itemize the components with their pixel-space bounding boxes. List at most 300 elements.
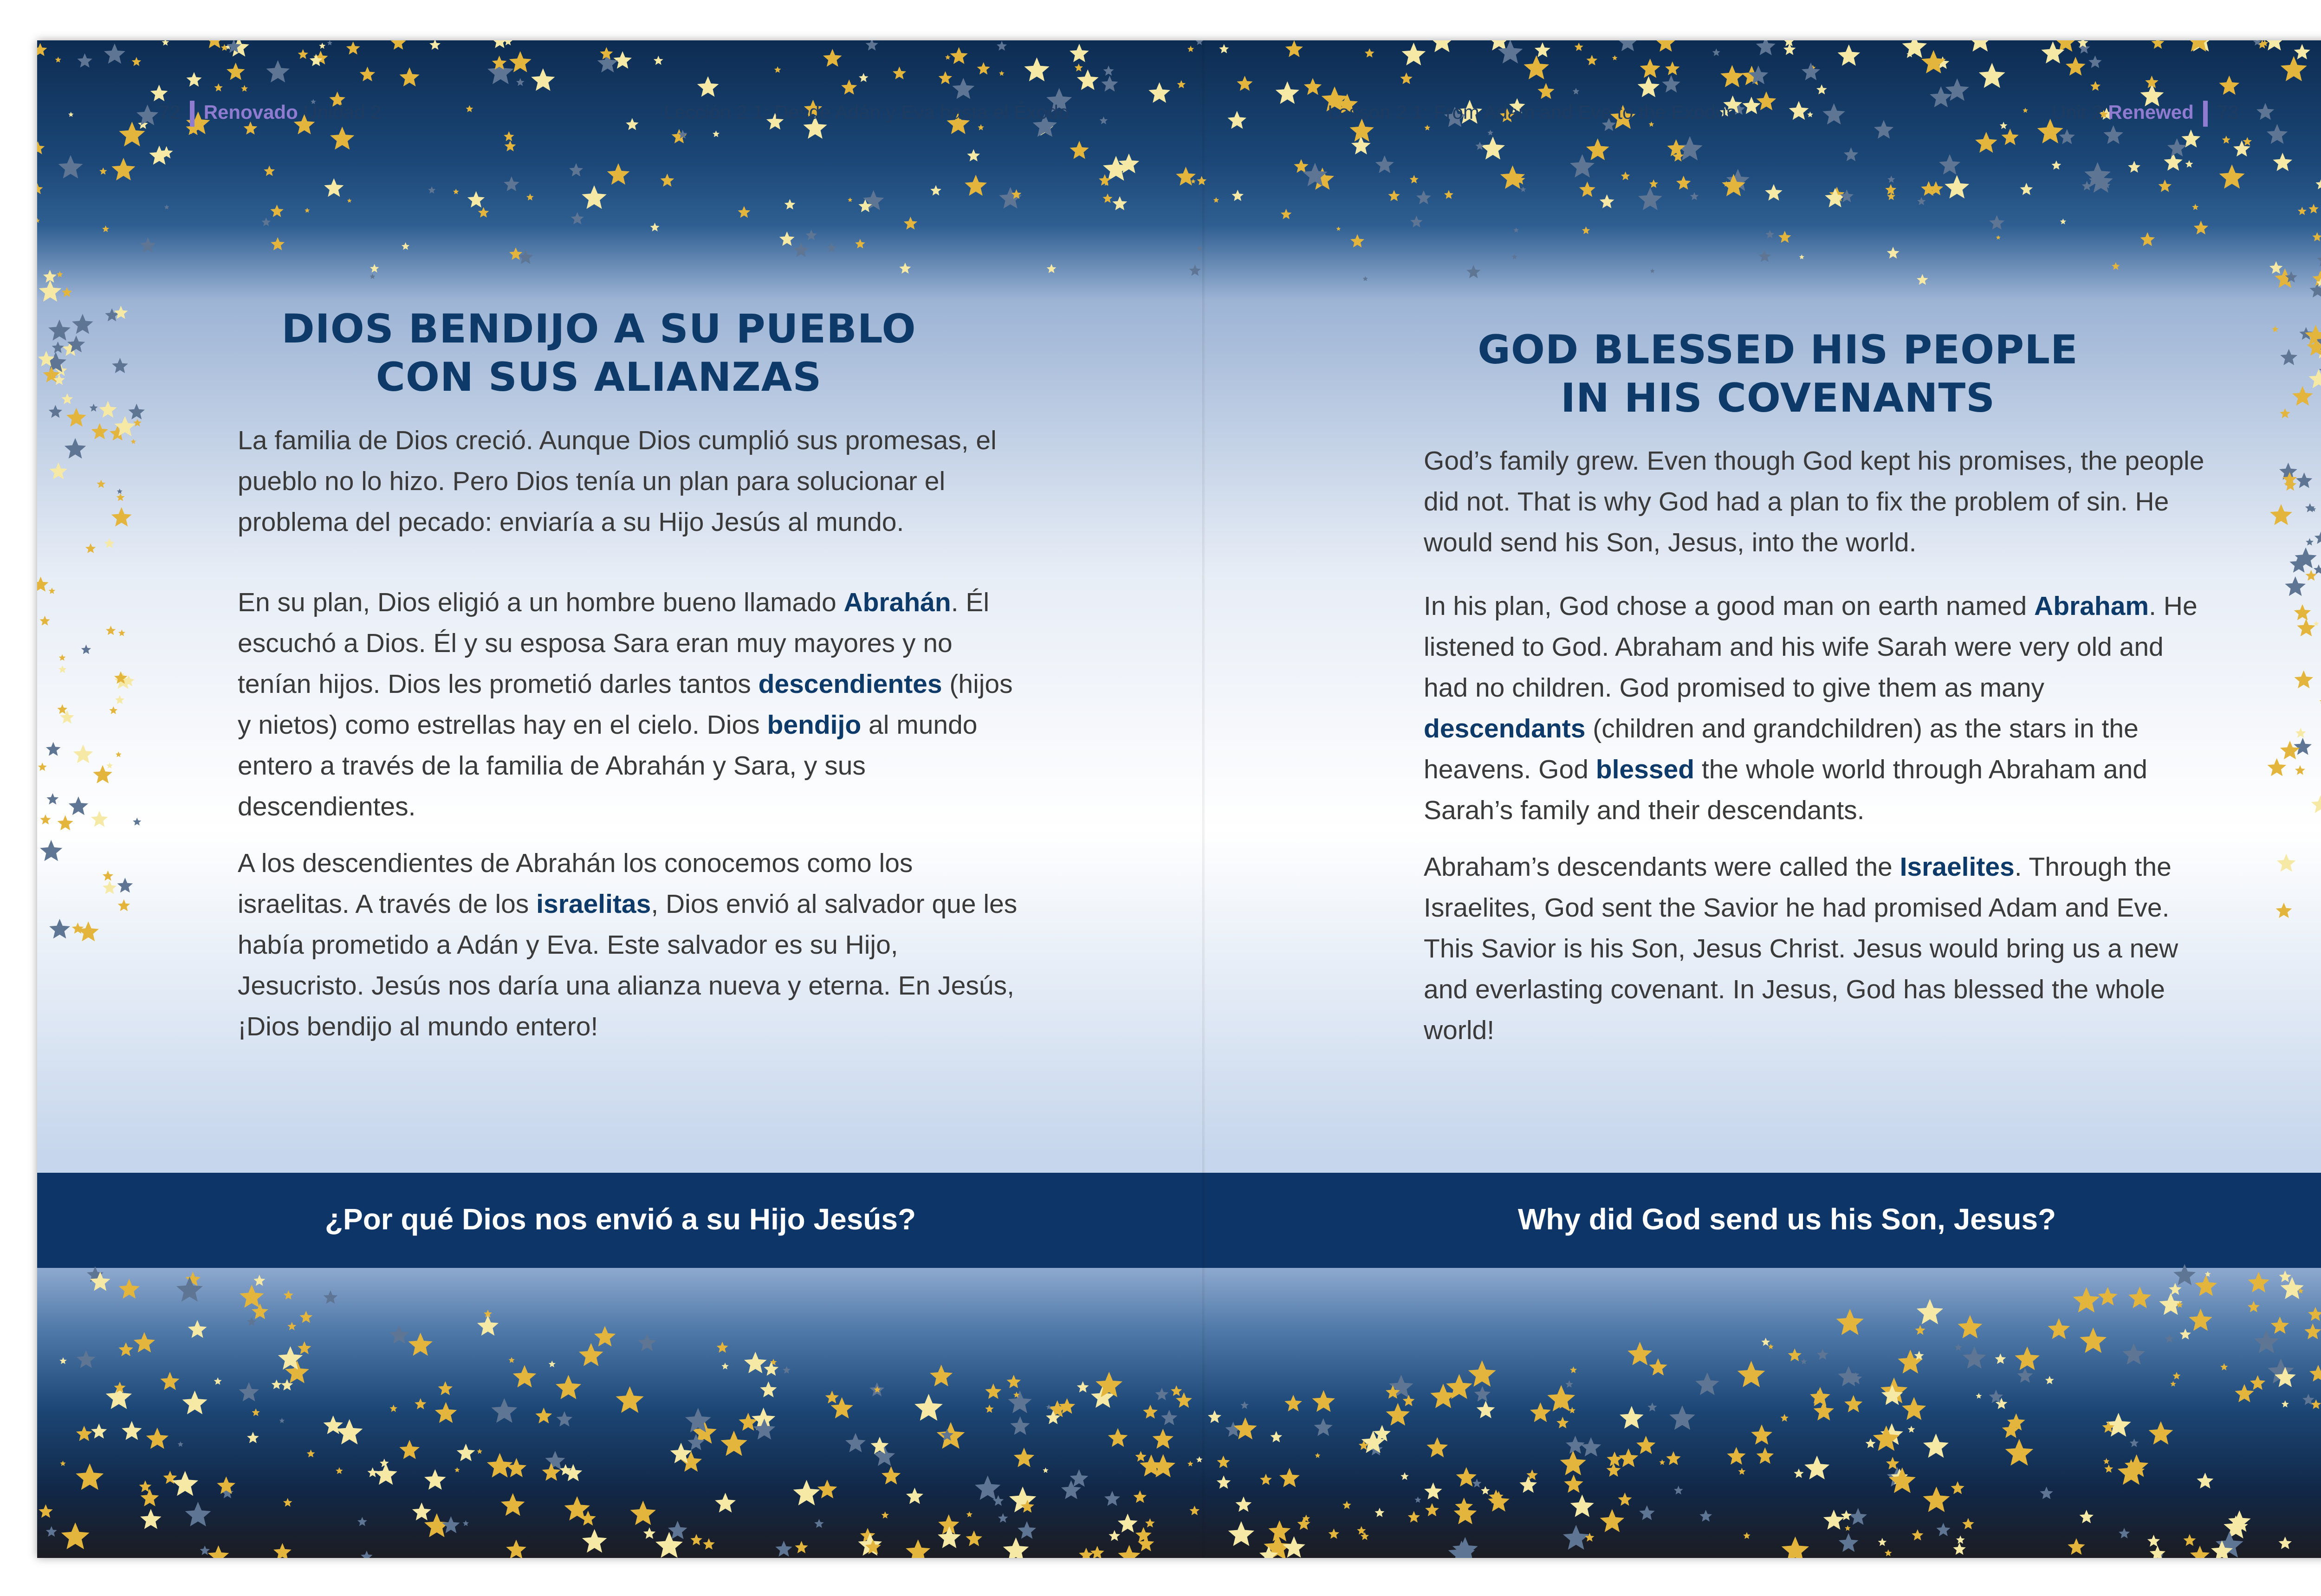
star-icon: [1171, 1385, 1182, 1396]
star-icon: [1213, 197, 1219, 203]
right-book-title: Renewed: [2108, 101, 2194, 123]
star-icon: [38, 762, 47, 771]
star-icon: [616, 1386, 644, 1413]
star-icon: [2220, 1363, 2228, 1370]
star-icon: [721, 1363, 729, 1370]
star-icon: [2295, 728, 2306, 738]
star-icon: [2305, 503, 2315, 512]
star-icon: [112, 358, 128, 373]
star-icon: [1915, 1325, 1926, 1335]
left-book-title: Renovado: [203, 101, 298, 123]
star-icon: [324, 1290, 338, 1304]
star-icon: [1823, 1510, 1844, 1530]
star-icon: [2308, 204, 2319, 213]
left-title-line1: DIOS BENDIJO A SU PUEBLO: [281, 306, 916, 352]
star-icon: [535, 1408, 552, 1423]
star-icon: [1586, 55, 1597, 65]
star-icon: [1945, 78, 1969, 101]
star-icon: [1912, 1529, 1923, 1540]
star-icon: [117, 489, 123, 494]
star-icon: [111, 158, 135, 181]
star-icon: [2020, 183, 2033, 195]
star-icon: [264, 166, 275, 176]
star-icon: [1823, 103, 1845, 124]
star-icon: [1976, 1393, 1982, 1399]
star-icon: [106, 762, 113, 769]
star-icon: [252, 1409, 259, 1416]
text-run: A los descendientes de Abrahán los conocemos como los israelitas. A través de los: [238, 848, 913, 919]
star-icon: [102, 226, 109, 233]
star-icon: [1995, 1353, 2006, 1364]
star-icon: [49, 405, 62, 418]
star-icon: [1923, 1434, 1949, 1458]
star-icon: [1885, 1549, 1892, 1556]
star-icon: [2184, 1534, 2196, 1546]
star-icon: [2256, 103, 2274, 120]
star-icon: [59, 1357, 67, 1364]
star-icon: [1923, 1486, 1950, 1512]
star-icon: [357, 1517, 367, 1526]
star-icon: [1304, 78, 1322, 95]
star-icon: [116, 751, 122, 757]
star-icon: [299, 1311, 312, 1323]
star-icon: [360, 67, 375, 82]
star-icon: [1217, 1455, 1230, 1468]
star-icon: [491, 1398, 517, 1423]
star-icon: [253, 1275, 265, 1286]
left-page-title: [232, 305, 966, 401]
star-icon: [1621, 172, 1630, 181]
star-icon: [1102, 194, 1112, 203]
star-icon: [134, 1332, 155, 1352]
star-icon: [795, 1541, 808, 1553]
star-icon: [717, 1342, 728, 1353]
star-icon: [1285, 40, 1303, 57]
star-icon: [1556, 1417, 1569, 1428]
text-run: the whole world through Abraham and Sarah’s family and their descendants.: [1424, 755, 2148, 825]
star-icon: [738, 206, 750, 218]
star-icon: [2150, 1545, 2165, 1558]
star-icon: [262, 218, 271, 226]
star-icon: [2311, 1399, 2321, 1409]
star-icon: [1228, 1521, 1254, 1546]
star-icon: [2280, 408, 2290, 418]
star-icon: [1365, 48, 1374, 58]
star-icon: [1979, 63, 2005, 88]
star-icon: [438, 1381, 453, 1395]
star-icon: [85, 543, 96, 553]
star-icon: [2248, 1272, 2269, 1292]
star-icon: [882, 1512, 889, 1519]
star-icon: [1782, 1537, 1809, 1558]
right-page-number: 73: [2217, 101, 2239, 123]
star-icon: [1153, 1429, 1173, 1449]
star-icon: [380, 1459, 389, 1467]
star-icon: [556, 1375, 581, 1399]
star-icon: [1844, 1395, 1862, 1412]
star-icon: [1699, 1510, 1712, 1522]
star-icon: [1046, 1404, 1052, 1409]
star-icon: [1953, 1543, 1965, 1555]
star-icon: [2149, 1421, 2173, 1444]
star-icon: [477, 1448, 482, 1454]
star-icon: [2128, 1286, 2151, 1308]
star-icon: [1639, 1505, 1655, 1520]
star-icon: [336, 1467, 343, 1474]
star-icon: [185, 1502, 211, 1526]
star-icon: [2285, 576, 2306, 596]
star-icon: [140, 1509, 162, 1529]
star-icon: [214, 84, 223, 92]
star-icon: [793, 1480, 820, 1506]
star-icon: [1512, 254, 1517, 259]
star-icon: [1236, 1497, 1252, 1512]
star-icon: [273, 1543, 292, 1558]
star-icon: [1662, 75, 1680, 93]
star-icon: [2263, 40, 2285, 51]
star-icon: [579, 1343, 603, 1366]
star-icon: [1388, 190, 1400, 201]
star-icon: [2000, 122, 2008, 129]
book-spread: [37, 40, 2321, 1558]
star-icon: [906, 1488, 923, 1504]
text-run: (children and grandchildren) as the stars in the heavens. God: [1424, 714, 2139, 784]
keyword-descendants: descendants: [1424, 714, 1586, 743]
star-icon: [1276, 81, 1299, 104]
star-icon: [2147, 1535, 2160, 1547]
star-icon: [509, 247, 522, 260]
star-icon: [690, 1534, 702, 1545]
star-icon: [1402, 43, 1426, 65]
star-icon: [2040, 1486, 2053, 1499]
star-icon: [2314, 621, 2319, 626]
star-icon: [1099, 174, 1111, 186]
star-icon: [1955, 1344, 1962, 1350]
star-icon: [2185, 160, 2193, 168]
star-icon: [1789, 101, 1809, 120]
star-icon: [1902, 40, 1927, 58]
star-icon: [118, 1342, 133, 1356]
star-icon: [582, 185, 607, 209]
star-icon: [1135, 1527, 1152, 1542]
star-icon: [613, 51, 632, 69]
star-icon: [1810, 1387, 1830, 1406]
star-icon: [1845, 1525, 1851, 1531]
star-icon: [389, 1405, 397, 1412]
star-icon: [2219, 76, 2239, 95]
star-icon: [59, 654, 66, 661]
star-icon: [1197, 176, 1206, 185]
star-icon: [1007, 1375, 1021, 1388]
star-icon: [1917, 197, 1926, 206]
star-icon: [1232, 190, 1244, 201]
star-icon: [2159, 180, 2172, 192]
star-icon: [1426, 1437, 1448, 1457]
star-icon: [1666, 1451, 1681, 1465]
star-icon: [720, 1431, 747, 1456]
star-icon: [122, 1421, 142, 1440]
star-icon: [1695, 1372, 1719, 1395]
star-icon: [845, 1433, 866, 1453]
star-icon: [2267, 124, 2288, 144]
right-running-header: [2052, 96, 2239, 129]
star-icon: [1077, 1381, 1089, 1393]
star-icon: [2059, 129, 2075, 144]
star-icon: [298, 49, 308, 59]
star-icon: [1400, 1472, 1409, 1480]
star-icon: [893, 66, 906, 79]
star-icon: [1917, 274, 1928, 285]
star-icon: [2045, 1376, 2054, 1384]
star-icon: [200, 1545, 210, 1555]
star-icon: [504, 176, 519, 191]
star-icon: [967, 149, 980, 162]
star-icon: [187, 72, 202, 87]
star-icon: [1600, 194, 1614, 208]
star-icon: [1958, 1315, 1983, 1338]
right-paragraph-2: [1424, 586, 2213, 831]
star-icon: [506, 1458, 527, 1477]
star-icon: [966, 1512, 972, 1518]
star-icon: [975, 1475, 1000, 1500]
star-icon: [2308, 369, 2321, 388]
star-icon: [1487, 130, 1493, 136]
star-icon: [424, 1469, 446, 1490]
star-icon: [1227, 111, 1246, 129]
star-icon: [1669, 1405, 1695, 1430]
star-icon: [91, 423, 108, 439]
star-icon: [136, 104, 158, 125]
star-icon: [1513, 227, 1519, 233]
star-icon: [1649, 1358, 1667, 1376]
star-icon: [487, 1453, 512, 1478]
star-icon: [2250, 1375, 2265, 1390]
star-icon: [1873, 1426, 1900, 1451]
star-icon: [1488, 1491, 1510, 1512]
star-icon: [370, 264, 379, 273]
star-icon: [2090, 81, 2101, 91]
star-icon: [1878, 1538, 1887, 1546]
star-icon: [247, 1432, 259, 1443]
text-run: . Through the Israelites, God sent the Savior he had promised Adam and Eve. This Savior is his Son, Jesus Christ. Jesus would bring us a new and everlasting covenant. In Jesus, God has blessed the whole world!: [1424, 852, 2178, 1045]
star-icon: [549, 1361, 556, 1368]
star-icon: [697, 76, 719, 97]
star-icon: [2243, 137, 2252, 146]
star-icon: [37, 577, 49, 592]
star-icon: [330, 127, 354, 150]
star-icon: [467, 191, 485, 207]
star-icon: [477, 1315, 499, 1336]
star-icon: [346, 41, 360, 54]
star-icon: [2151, 40, 2164, 49]
star-icon: [784, 199, 796, 210]
star-icon: [1650, 269, 1655, 273]
star-icon: [526, 194, 534, 200]
star-icon: [61, 1523, 90, 1550]
star-icon: [814, 1519, 824, 1528]
star-icon: [1315, 1453, 1321, 1458]
star-icon: [1807, 111, 1813, 117]
star-icon: [457, 1444, 475, 1461]
star-icon: [2130, 1439, 2139, 1447]
star-icon: [1425, 1503, 1439, 1517]
star-icon: [914, 1394, 943, 1421]
star-icon: [1043, 1467, 1048, 1473]
star-icon: [2315, 531, 2321, 544]
star-icon: [1403, 1395, 1415, 1406]
star-icon: [950, 47, 968, 64]
star-icon: [1620, 1406, 1644, 1429]
star-icon: [1874, 120, 1893, 139]
star-icon: [626, 118, 638, 130]
star-icon: [945, 55, 951, 60]
star-icon: [400, 67, 420, 86]
star-icon: [1921, 181, 1936, 196]
star-icon: [1414, 1497, 1421, 1503]
star-icon: [347, 198, 352, 202]
star-icon: [57, 704, 67, 714]
star-icon: [52, 342, 64, 353]
star-icon: [1563, 1525, 1589, 1550]
star-icon: [104, 44, 125, 64]
star-icon: [93, 765, 112, 783]
star-icon: [1640, 58, 1660, 78]
star-icon: [1939, 154, 1960, 174]
star-icon: [2088, 56, 2102, 68]
left-page-number: 72: [159, 101, 181, 123]
star-icon: [1887, 175, 1895, 183]
text-run: In his plan, God chose a good man on earth named: [1424, 591, 2035, 621]
star-icon: [115, 695, 124, 704]
star-icon: [1756, 40, 1776, 55]
star-icon: [661, 174, 674, 187]
star-icon: [2170, 1381, 2176, 1387]
header-divider: [190, 101, 194, 127]
star-icon: [823, 49, 842, 67]
star-icon: [46, 742, 61, 756]
star-icon: [466, 105, 473, 112]
star-icon: [1410, 175, 1419, 183]
star-icon: [1908, 1426, 1915, 1433]
star-icon: [1575, 43, 1583, 51]
star-icon: [2222, 136, 2230, 143]
star-icon: [1825, 188, 1845, 207]
star-icon: [131, 439, 136, 444]
star-icon: [715, 1493, 736, 1513]
star-icon: [2308, 1307, 2321, 1321]
star-icon: [2172, 1372, 2180, 1379]
star-icon: [1674, 1486, 1683, 1494]
star-icon: [97, 480, 106, 488]
star-icon: [638, 1333, 656, 1351]
star-icon: [370, 274, 376, 279]
star-icon: [2128, 161, 2140, 173]
star-icon: [2180, 1329, 2191, 1339]
star-icon: [2165, 1334, 2174, 1343]
star-icon: [361, 1551, 373, 1558]
star-icon: [516, 78, 525, 86]
star-icon: [2051, 161, 2061, 170]
star-icon: [1743, 1532, 1750, 1539]
star-icon: [99, 168, 107, 175]
star-icon: [319, 43, 325, 49]
right-unit-label: Unit 2: [2052, 101, 2103, 123]
star-icon: [783, 1366, 791, 1374]
star-icon: [247, 1317, 256, 1326]
keyword-blessed: blessed: [1595, 755, 1695, 784]
star-icon: [2060, 219, 2066, 225]
keyword-descendientes: descendientes: [758, 669, 942, 699]
right-title-line1: GOD BLESSED HIS PEOPLE: [1478, 327, 2078, 373]
left-title-line2: CON SUS ALIANZAS: [376, 354, 822, 401]
star-icon: [2122, 1343, 2145, 1364]
star-icon: [182, 1390, 207, 1414]
star-icon: [40, 840, 62, 861]
star-icon: [160, 1372, 179, 1390]
star-icon: [904, 217, 917, 230]
star-icon: [1424, 1482, 1442, 1499]
star-icon: [1375, 1508, 1385, 1517]
star-icon: [2119, 1528, 2130, 1538]
star-icon: [1570, 154, 1595, 177]
star-icon: [176, 1277, 203, 1302]
star-icon: [1676, 176, 1691, 190]
star-icon: [442, 1516, 460, 1533]
star-icon: [279, 1418, 285, 1423]
keyword-abrahan: Abrahán: [843, 588, 951, 617]
star-icon: [2080, 1327, 2107, 1353]
star-icon: [73, 744, 93, 763]
star-icon: [2219, 164, 2245, 188]
star-icon: [1109, 1530, 1120, 1541]
star-icon: [272, 1380, 282, 1389]
star-icon: [2294, 44, 2310, 59]
star-icon: [2005, 1439, 2034, 1466]
star-icon: [2189, 1309, 2212, 1331]
star-icon: [1638, 76, 1660, 97]
star-icon: [1618, 40, 1638, 51]
star-icon: [1134, 1490, 1147, 1503]
star-icon: [1240, 1401, 1249, 1409]
star-icon: [77, 1350, 96, 1368]
star-icon: [1921, 50, 1946, 73]
star-icon: [2298, 207, 2307, 215]
star-icon: [104, 538, 115, 548]
left-question: ¿Por qué Dios nos envió a su Hijo Jesús?: [324, 1202, 916, 1236]
star-icon: [1014, 1447, 1034, 1467]
star-icon: [1586, 138, 1609, 160]
star-icon: [1196, 40, 1203, 45]
star-icon: [50, 463, 67, 479]
star-icon: [793, 243, 809, 257]
right-question: Why did God send us his Son, Jesus?: [1517, 1202, 2056, 1236]
star-icon: [760, 1382, 777, 1397]
star-icon: [1765, 184, 1782, 201]
star-icon: [504, 40, 512, 45]
star-icon: [2023, 108, 2028, 113]
star-icon: [133, 818, 141, 826]
star-icon: [60, 710, 74, 724]
star-icon: [1189, 1506, 1199, 1515]
star-icon: [2235, 1384, 2254, 1402]
star-icon: [1260, 1473, 1272, 1485]
star-icon: [1090, 1546, 1104, 1558]
text-run: Abraham’s descendants were called the: [1424, 852, 1900, 882]
star-icon: [1283, 1536, 1305, 1557]
star-icon: [164, 205, 169, 210]
text-run: , Dios envió al salvador que les había prometido a Adán y Eva. Este salvador es su Hijo, Jesucristo. Jesús nos daría una alianza nueva y eterna. En Jesús, ¡Dios bendijo al mundo entero!: [238, 889, 1018, 1041]
star-icon: [998, 1513, 1008, 1523]
